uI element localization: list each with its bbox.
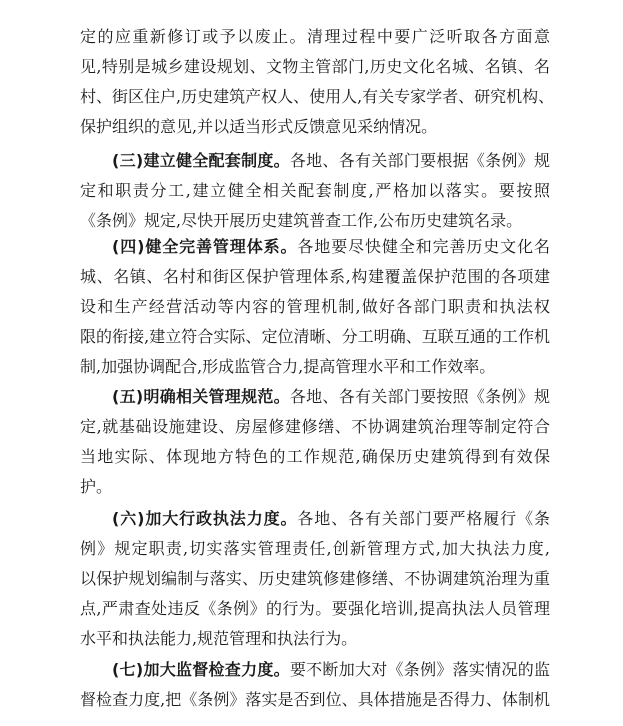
paragraph-first-line xyxy=(112,232,550,262)
paragraph-line: 城、名镇、名村和街区保护管理体系,构建覆盖保护范围的各项建 xyxy=(80,267,550,286)
paragraph-first-line xyxy=(112,504,550,534)
paragraph-text: 各地、各有关部门要严格履行《条 xyxy=(297,509,550,528)
paragraph-line: 定,就基础设施建设、房屋修建修缮、不协调建筑治理等制定符合 xyxy=(80,417,550,436)
paragraph-text: 各地要尽快健全和完善历史文化名 xyxy=(297,237,550,256)
paragraph-first-line xyxy=(112,382,550,412)
paragraph-line: 保护组织的意见,并以适当形式反馈意见采纳情况。 xyxy=(80,117,438,136)
section-heading: (七)加大监督检查力度。 xyxy=(112,660,290,679)
paragraph-text: 要不断加大对《条例》落实情况的监 xyxy=(289,660,550,679)
section-heading: (六)加大行政执法力度。 xyxy=(112,509,298,528)
paragraph-text: 各地、各有关部门要根据《条例》规 xyxy=(289,151,550,170)
paragraph-first-line xyxy=(112,655,550,685)
paragraph-line: 水平和执法能力,规范管理和执法行为。 xyxy=(80,629,358,648)
section-heading: (四)健全完善管理体系。 xyxy=(112,237,298,256)
paragraph-line: 制,加强协调配合,形成监管合力,提高管理水平和工作效率。 xyxy=(80,357,496,376)
section-heading: (三)建立健全配套制度。 xyxy=(112,151,290,170)
paragraph-line: 《条例》规定,尽快开展历史建筑普查工作,公布历史建筑名录。 xyxy=(80,211,523,230)
paragraph-first-line xyxy=(112,146,550,176)
paragraph-line: 护。 xyxy=(80,477,113,496)
paragraph-line: 定的应重新修订或予以废止。清理过程中要广泛听取各方面意 xyxy=(80,27,550,46)
paragraph-line: 限的衔接,建立符合实际、定位清晰、分工明确、互联互通的工作机 xyxy=(80,327,550,346)
paragraph-line: 定和职责分工,建立健全相关配套制度,严格加以落实。要按照 xyxy=(80,181,550,200)
paragraph-line: 以保护规划编制与落实、历史建筑修建修缮、不协调建筑治理为重 xyxy=(80,569,550,588)
paragraph-line: 点,严肃查处违反《条例》的行为。要强化培训,提高执法人员管理 xyxy=(80,599,550,618)
paragraph-line: 督检查力度,把《条例》落实是否到位、具体措施是否得力、体制机 xyxy=(80,690,550,709)
paragraph-text: 各地、各有关部门要按照《条例》规 xyxy=(289,387,550,406)
paragraph-line: 当地实际、体现地方特色的工作规范,确保历史建筑得到有效保 xyxy=(80,447,550,466)
paragraph-line: 村、街区住户,历史建筑产权人、使用人,有关专家学者、研究机构、 xyxy=(80,87,555,106)
paragraph-line: 设和生产经营活动等内容的管理机制,做好各部门职责和执法权 xyxy=(80,297,550,316)
paragraph-line: 见,特别是城乡建设规划、文物主管部门,历史文化名城、名镇、名 xyxy=(80,57,550,76)
section-heading: (五)明确相关管理规范。 xyxy=(112,387,290,406)
paragraph-line: 例》规定职责,切实落实管理责任,创新管理方式,加大执法力度, xyxy=(80,539,550,558)
